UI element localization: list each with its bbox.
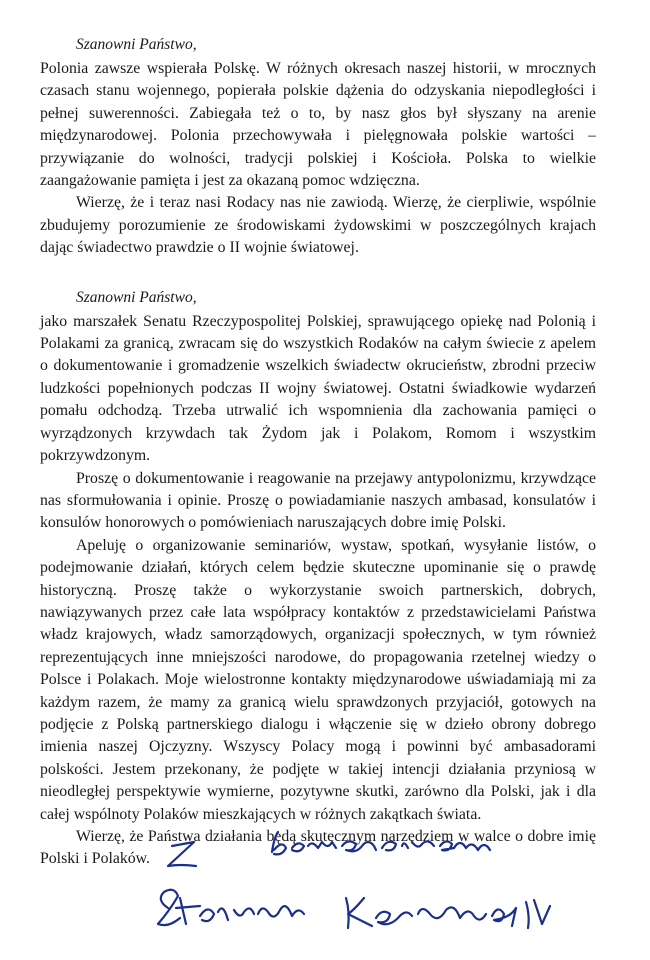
salutation: Szanowni Państwo, [76,36,197,53]
paragraph: Proszę o dokumentowanie i reagowanie na przejawy antypolonizmu, krzywdzące nas sformułowania i opinie. Proszę o powiadamianie naszych ambasad, konsulatów i konsulów honorowych o pomówieniach naruszających dobre imię Polski. [40,469,596,532]
section-spacer [40,260,596,287]
letter-section-2 [40,287,596,871]
signature-ink [150,820,590,940]
paragraph: Polonia zawsze wspierała Polskę. W różnych okresach naszej historii, w mrocznych czasach stanu wojennego, popierała polskie dążenia do odzyskania niepodległości i pełnej suwerenności. Zabiegała też o to, by nasz głos był słyszany na arenie międzynarodowej. Polonia przechowywała i pielęgnowała polskie wartości – przywiązanie do wolności, tradycji polskiej i Kościoła. Polska to wielkie zaangażowanie pamięta i jest za okazaną pomoc wdzięczna. [40,60,596,190]
letter-body [40,34,596,871]
handwritten-signature [150,820,590,940]
paragraph: Apeluję o organizowanie seminariów, wystaw, spotkań, wysyłanie listów, o podejmowanie działań, których celem będzie skuteczne upominanie się o prawdę historyczną. Proszę także o wykorzystanie swoich partnerskich, dobrych, nawiązywanych przez całe lata współpracy kontaktów z przedstawicielami Państwa władz krajowych, władz samorządowych, organizacji społecznych, w tym również reprezentujących inne mniejszości narodowe, do propagowania rzetelnej wiedzy o Polsce i Polakach. Moje wielostronne kontakty międzynarodowe uświadamiają mi za każdym razem, że mamy za granicą wielu sprawdzonych przyjaciół, gotowych na podjęcie z Polską partnerskiego dialogu i włączenie się w dzieło obrony dobrego imienia naszej Ojczyzny. Wszyscy Polacy mogą i powinni być ambasadorami polskości. Jestem przekonany, że podjęte w takiej intencji działania przyniosą w nieodległej perspektywie wymierne, pozytywne skutki, zarówno dla Polski, jak i dla całej wspólnoty Polaków mieszkających w różnych zakątkach świata. [40,536,596,823]
paragraph: Wierzę, że Państwa działania będą skutecznym narzędziem w walce o dobre imię Polski i Polaków. [40,828,596,868]
paragraph: jako marszałek Senatu Rzeczypospolitej Polskiej, sprawującego opiekę nad Polonią i Polakami za granicą, zwracam się do wszystkich Rodaków na całym świecie z apelem o dokumentowanie i gromadzenie wszelkich świadectw okrucieństw, zbrodni przeciw ludzkości popełnionych podczas II wojny światowej. Ostatni świadkowie wydarzeń pomału odchodzą. Trzeba utrwalić ich wspomnienia dla zachowania pamięci o wyrządzonych krzywdach tak Żydom jak i Polakom, Romom i wszystkim pokrzywdzonym. [40,312,596,465]
salutation: Szanowni Państwo, [76,288,197,306]
paragraph: Wierzę, że i teraz nasi Rodacy nas nie zawiodą. Wierzę, że cierpliwie, wspólnie zbudujemy porozumienie ze środowiskami żydowskimi w poszczególnych krajach dając świadectwo prawdzie o II wojnie światowej. [40,194,596,257]
letter-section-1 [40,34,596,260]
